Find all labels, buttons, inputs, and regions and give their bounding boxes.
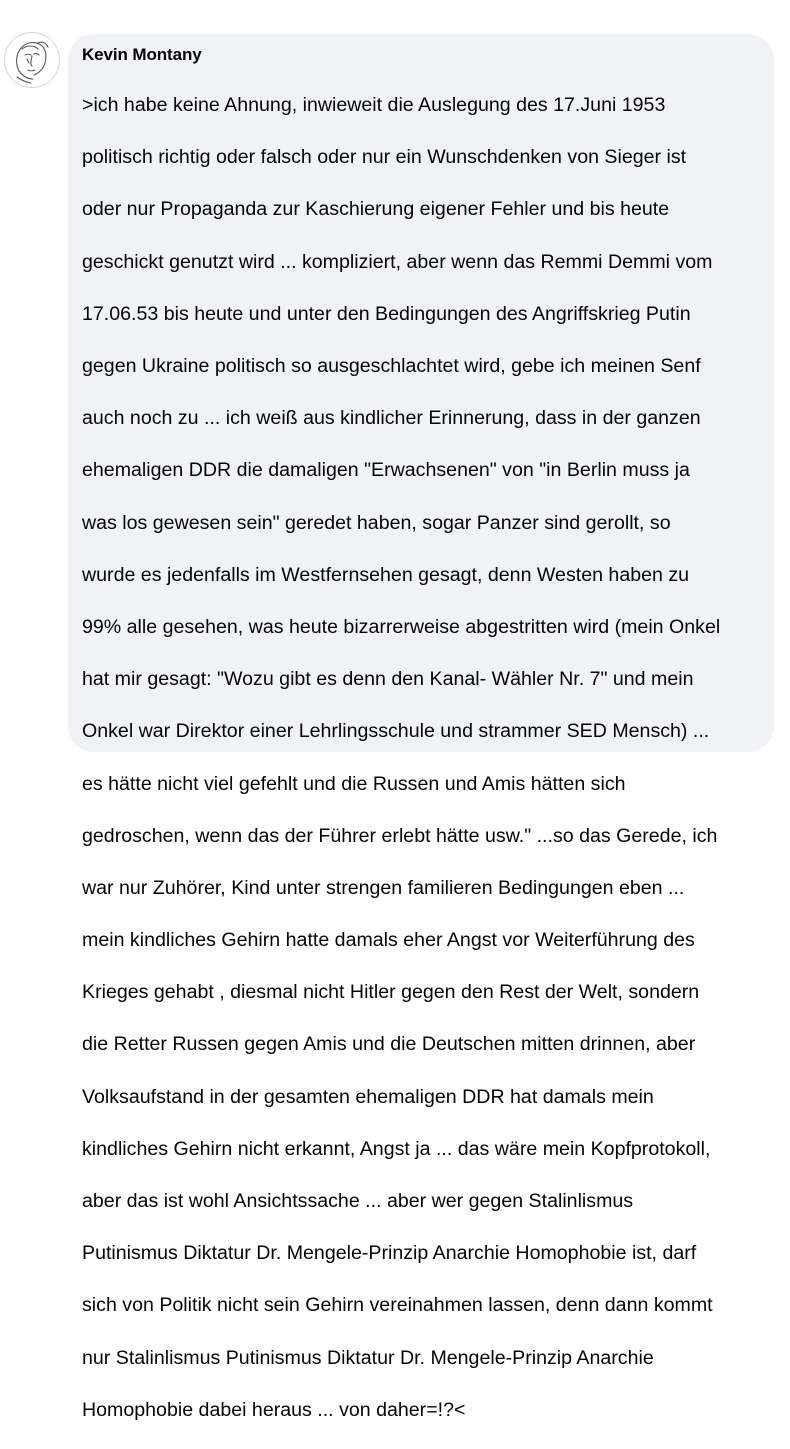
comment-text-line: geschickt genutzt wird ... kompliziert, aber wenn das Remmi Demmi vom [82, 250, 713, 273]
comment-text-line: Krieges gehabt , diesmal nicht Hitler gegen den Rest der Welt, sondern [82, 981, 700, 1004]
sketch-face-avatar-icon [5, 33, 59, 87]
comment-text-line: Homophobie dabei heraus ... von daher=!?< [82, 1398, 466, 1421]
comment-text-line: ehemaligen DDR die damaligen "Erwachsenen" von "in Berlin muss ja [82, 459, 690, 482]
comment-text-line: die Retter Russen gegen Amis und die Deutschen mitten drinnen, aber [82, 1033, 696, 1056]
comment-text-line: gegen Ukraine politisch so ausgeschlachtet wird, gebe ich meinen Senf [82, 355, 701, 378]
comment-text-line: auch noch zu ... ich weiß aus kindlicher Erinnerung, dass in der ganzen [82, 407, 701, 430]
comment-text-line: Onkel war Direktor einer Lehrlingsschule und strammer SED Mensch) ... [82, 720, 710, 743]
comment-text-line: kindliches Gehirn nicht erkannt, Angst ja ... das wäre mein Kopfprotokoll, [82, 1137, 711, 1160]
comment-text-line: 99% alle gesehen, was heute bizarrerweise abgestritten wird (mein Onkel [82, 615, 721, 638]
comment-text-line: aber das ist wohl Ansichtssache ... aber wer gegen Stalinlismus [82, 1190, 634, 1213]
comment-text-line: 17.06.53 bis heute und unter den Bedingungen des Angriffskrieg Putin [82, 302, 691, 325]
avatar[interactable] [4, 32, 60, 88]
comment-text-line: politisch richtig oder falsch oder nur ein Wunschdenken von Sieger ist [82, 146, 687, 169]
comment-bubble [68, 34, 774, 1421]
comment-text-line: war nur Zuhörer, Kind unter strengen familieren Bedingungen eben ... [82, 876, 685, 899]
comment-text-line: mein kindliches Gehirn hatte damals eher Angst vor Weiterführung des [82, 929, 695, 952]
comment-text-line: was los gewesen sein" geredet haben, sogar Panzer sind gerollt, so [82, 511, 671, 534]
comment-text-line: Volksaufstand in der gesamten ehemaligen DDR hat damals mein [82, 1085, 654, 1108]
comment-text-line: gedroschen, wenn das der Führer erlebt hätte usw." ...so das Gerede, ich [82, 824, 718, 847]
comment-text-line: Putinismus Diktatur Dr. Mengele-Prinzip Anarchie Homophobie ist, darf [82, 1242, 697, 1265]
comment-text-line: es hätte nicht viel gefehlt und die Russen und Amis hätten sich [82, 772, 626, 795]
comment-text-line: wurde es jedenfalls im Westfernsehen gesagt, denn Westen haben zu [82, 563, 690, 586]
comment-text-line: oder nur Propaganda zur Kaschierung eigener Fehler und bis heute [82, 198, 670, 221]
comment-text [82, 66, 762, 1449]
comment-author-name[interactable]: Kevin Montany [82, 45, 202, 64]
comment-text-line: sich von Politik nicht sein Gehirn vereinahmen lassen, denn dann kommt [82, 1294, 713, 1317]
comment-text-line: hat mir gesagt: "Wozu gibt es denn den Kanal- Wähler Nr. 7" und mein [82, 668, 694, 691]
comment-text-line: >ich habe keine Ahnung, inwieweit die Auslegung des 17.Juni 1953 [82, 94, 666, 117]
comment-text-line: nur Stalinlismus Putinismus Diktatur Dr. Mengele-Prinzip Anarchie [82, 1346, 654, 1369]
